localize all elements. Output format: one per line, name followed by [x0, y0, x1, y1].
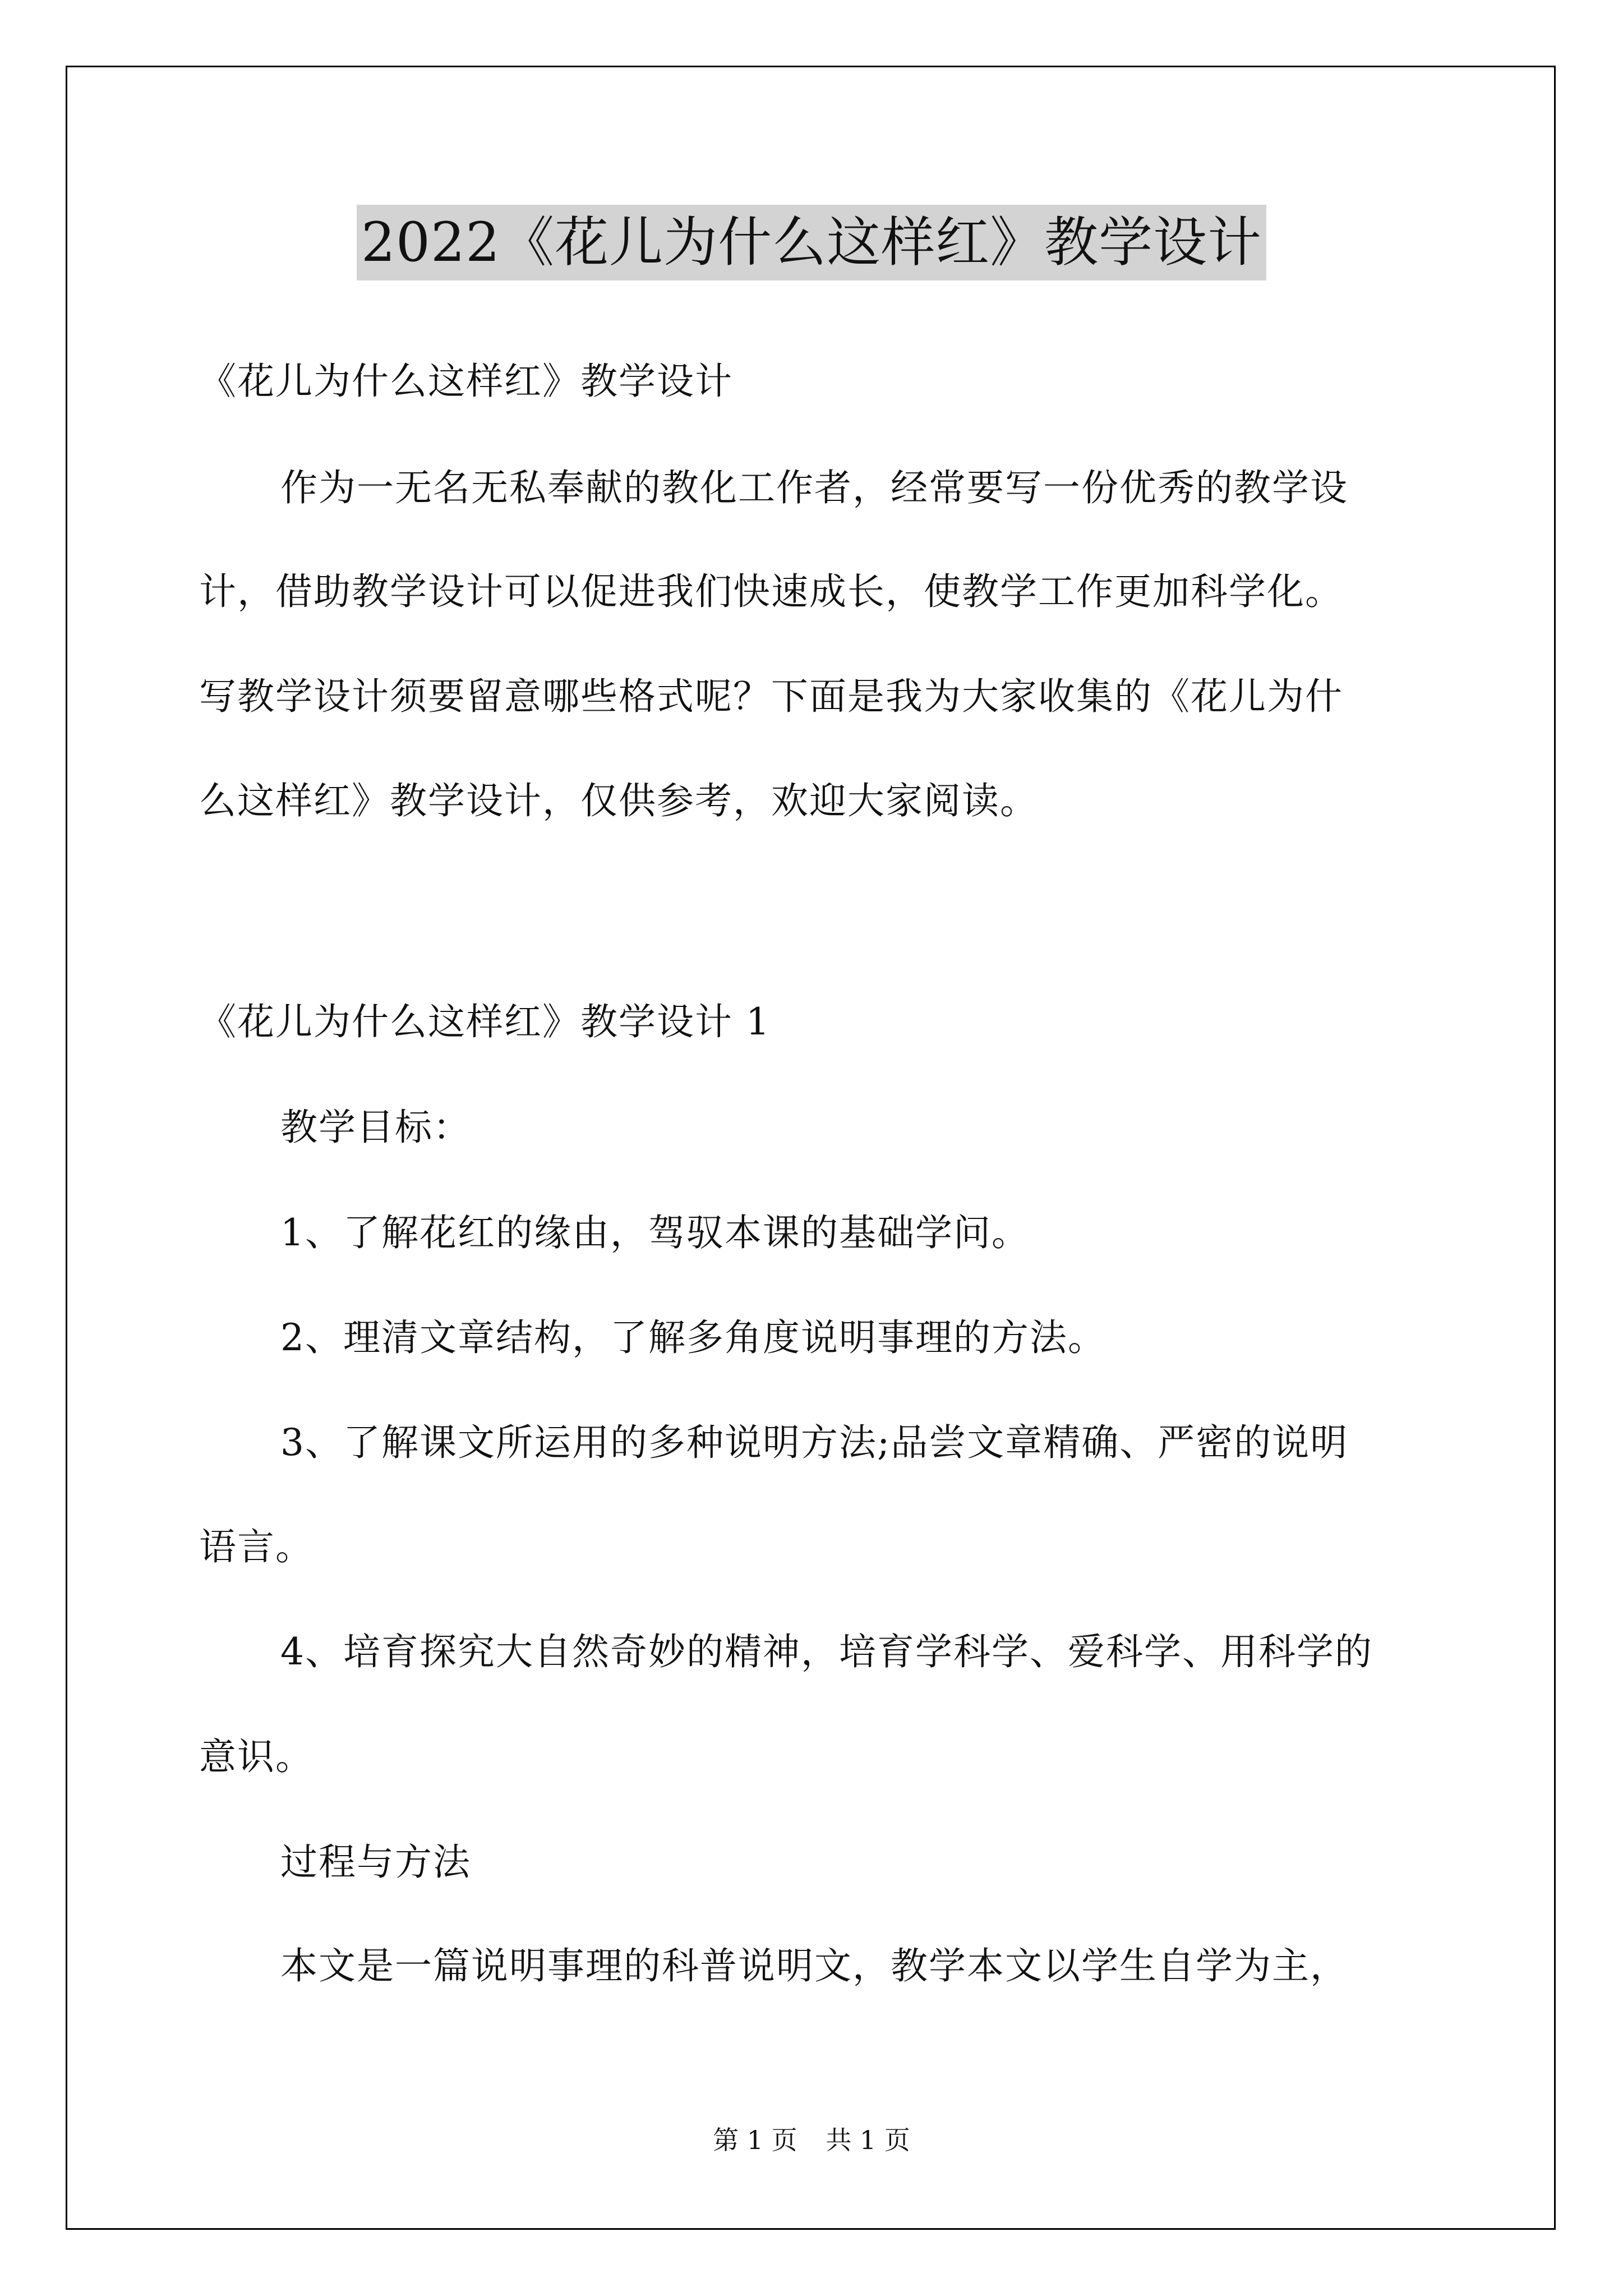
section-heading: 《花儿为什么这样红》教学设计 1 — [199, 1000, 771, 1043]
page-number: 第 1 页 — [713, 2125, 797, 2155]
paragraph-line: 教学目标： — [280, 1106, 471, 1149]
page-count: 共 1 页 — [826, 2125, 910, 2155]
paragraph-line: 意识。 — [199, 1735, 313, 1778]
paragraph-line: 过程与方法 — [280, 1841, 471, 1884]
list-item: 3、了解课文所运用的多种说明方法;品尝文章精确、严密的说明 — [280, 1421, 1349, 1464]
paragraph-line: 作为一无名无私奉献的教化工作者，经常要写一份优秀的教学设 — [280, 466, 1348, 509]
list-item: 1、了解花红的缘由，驾驭本课的基础学问。 — [280, 1211, 1030, 1254]
list-item: 2、理清文章结构，了解多角度说明事理的方法。 — [280, 1316, 1106, 1359]
title-container — [0, 205, 1623, 280]
list-item: 4、培育探究大自然奇妙的精神，培育学科学、爱科学、用科学的 — [280, 1630, 1373, 1673]
subtitle-line: 《花儿为什么这样红》教学设计 — [199, 360, 733, 403]
paragraph-line: 么这样红》教学设计，仅供参考，欢迎大家阅读。 — [199, 779, 1038, 822]
page-footer — [0, 2123, 1623, 2157]
paragraph-line: 本文是一篇说明事理的科普说明文，教学本文以学生自学为主， — [280, 1944, 1348, 1987]
paragraph-line: 写教学设计须要留意哪些格式呢？下面是我为大家收集的《花儿为什 — [199, 675, 1343, 718]
paragraph-line: 计，借助教学设计可以促进我们快速成长，使教学工作更加科学化。 — [199, 570, 1343, 613]
document-title: 2022《花儿为什么这样红》教学设计 — [357, 205, 1266, 280]
paragraph-line: 语言。 — [199, 1525, 313, 1568]
